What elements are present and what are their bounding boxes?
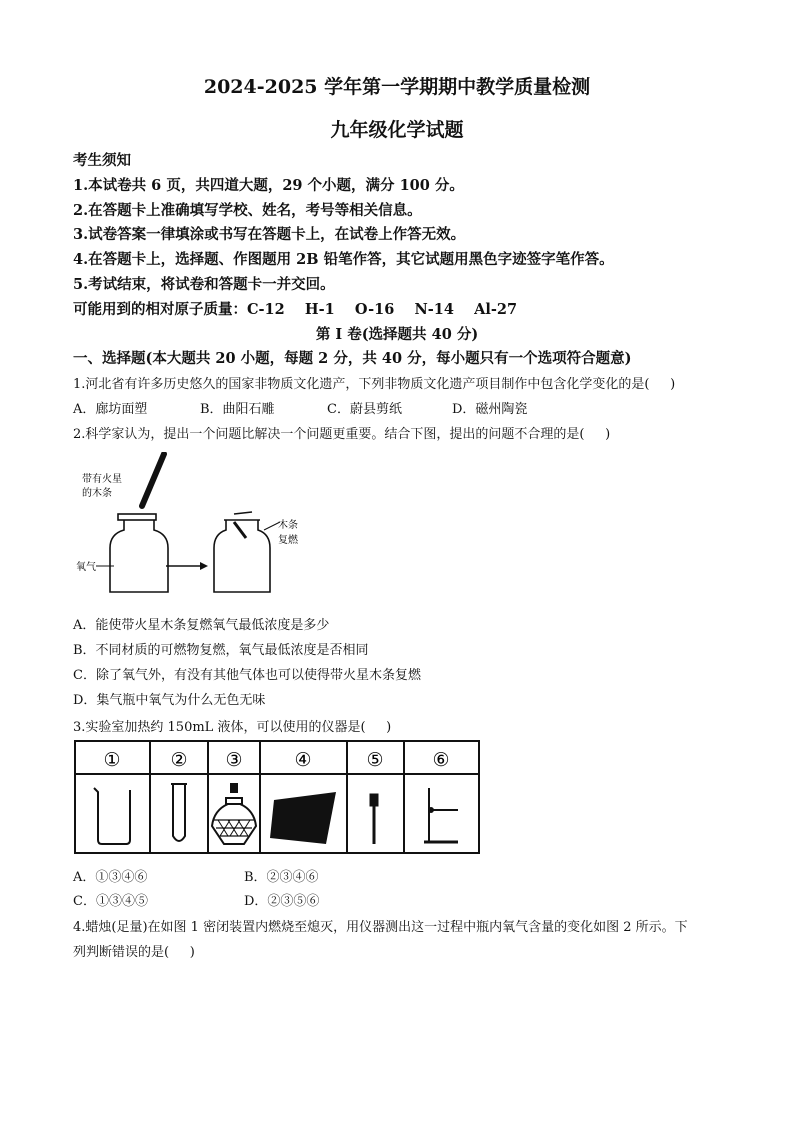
wire-gauze-icon (270, 792, 336, 844)
q3-option-c: C．①③④⑤ (73, 894, 148, 909)
q1-option-d: D．磁州陶瓷 (452, 402, 528, 417)
stick-label-1: 带有火星 (82, 474, 122, 485)
q2-option-a: A．能使带火星木条复燃氧气最低浓度是多少 (73, 618, 330, 633)
notice-item: 2.在答题卡上准确填写学校、姓名，考号等相关信息。 (73, 202, 422, 219)
section-heading: 一、选择题(本大题共 20 小题，每题 2 分，共 40 分，每小题只有一个选项符合题意) (73, 350, 632, 367)
beaker-icon (94, 788, 130, 844)
notice-heading: 考生须知 (73, 152, 131, 169)
stick-label-2: 的木条 (82, 488, 112, 499)
part1-heading: 第 I 卷(选择题共 40 分) (315, 326, 479, 343)
table-header-5: ⑤ (366, 749, 384, 771)
atomic-masses: 可能用到的相对原子质量：C-12 H-1 O-16 N-14 Al-27 (73, 301, 518, 318)
q2-option-b: B．不同材质的可燃物复燃，氧气最低浓度是否相同 (73, 643, 369, 658)
q4-stem-line2: 列判断错误的是( ) (73, 945, 195, 960)
test-tube-icon (171, 784, 187, 841)
result-label-2: 复燃 (278, 535, 298, 546)
exam-subtitle: 九年级化学试题 (330, 119, 464, 141)
q4-stem-line1: 4.蜡烛(足量)在如图 1 密闭装置内燃烧至熄灭，用仪器测出这一过程中瓶内氧气含量的变化如图 2 所示。下 (73, 920, 688, 935)
table-header-4: ④ (294, 749, 312, 771)
notice-item: 4.在答题卡上，选择题、作图题用 2B 铅笔作答，其它试题用黑色字迹签字笔作答。 (73, 251, 614, 268)
iron-stand-icon (424, 788, 458, 842)
test-tube-holder-icon (370, 794, 378, 844)
table-header-3: ③ (225, 749, 243, 771)
table-header-6: ⑥ (432, 749, 450, 771)
right-arrow-icon (166, 562, 208, 570)
table-header-1: ① (103, 749, 121, 771)
q3-apparatus-table (74, 740, 480, 854)
q1-stem: 1.河北省有许多历史悠久的国家非物质文化遗产，下列非物质文化遗产项目制作中包含化学变化的是( ) (73, 377, 676, 392)
q1-option-b: B．曲阳石雕 (200, 402, 275, 417)
alcohol-lamp-icon (212, 784, 256, 844)
notice-item: 3.试卷答案一律填涂或书写在答题卡上，在试卷上作答无效。 (73, 226, 466, 243)
gas-bottle-open-icon (214, 512, 270, 592)
q2-option-c: C．除了氧气外，有没有其他气体也可以使得带火星木条复燃 (73, 668, 421, 683)
gas-label: 氧气 (76, 562, 96, 573)
result-label-1: 木条 (278, 520, 298, 531)
notice-item: 5.考试结束，将试卷和答题卡一并交回。 (73, 276, 335, 293)
notice-item: 1.本试卷共 6 页，共四道大题，29 个小题，满分 100 分。 (73, 177, 464, 194)
gas-bottle-icon (110, 514, 168, 592)
glowing-stick-icon (142, 454, 164, 506)
q1-option-c: C．蔚县剪纸 (327, 402, 402, 417)
table-header-2: ② (170, 749, 188, 771)
exam-title: 2024-2025 学年第一学期期中教学质量检测 (203, 76, 591, 98)
q1-option-a: A．廊坊面塑 (73, 402, 148, 417)
q3-option-b: B．②③④⑥ (244, 870, 319, 885)
q3-stem: 3.实验室加热约 150mL 液体，可以使用的仪器是( ) (73, 720, 392, 735)
q2-option-d: D．集气瓶中氧气为什么无色无味 (73, 693, 266, 708)
q3-option-a: A．①③④⑥ (73, 870, 148, 885)
q2-stem: 2.科学家认为，提出一个问题比解决一个问题更重要。结合下图，提出的问题不合理的是( ) (73, 427, 611, 442)
q2-figure (74, 452, 304, 602)
q3-option-d: D．②③⑤⑥ (244, 894, 320, 909)
